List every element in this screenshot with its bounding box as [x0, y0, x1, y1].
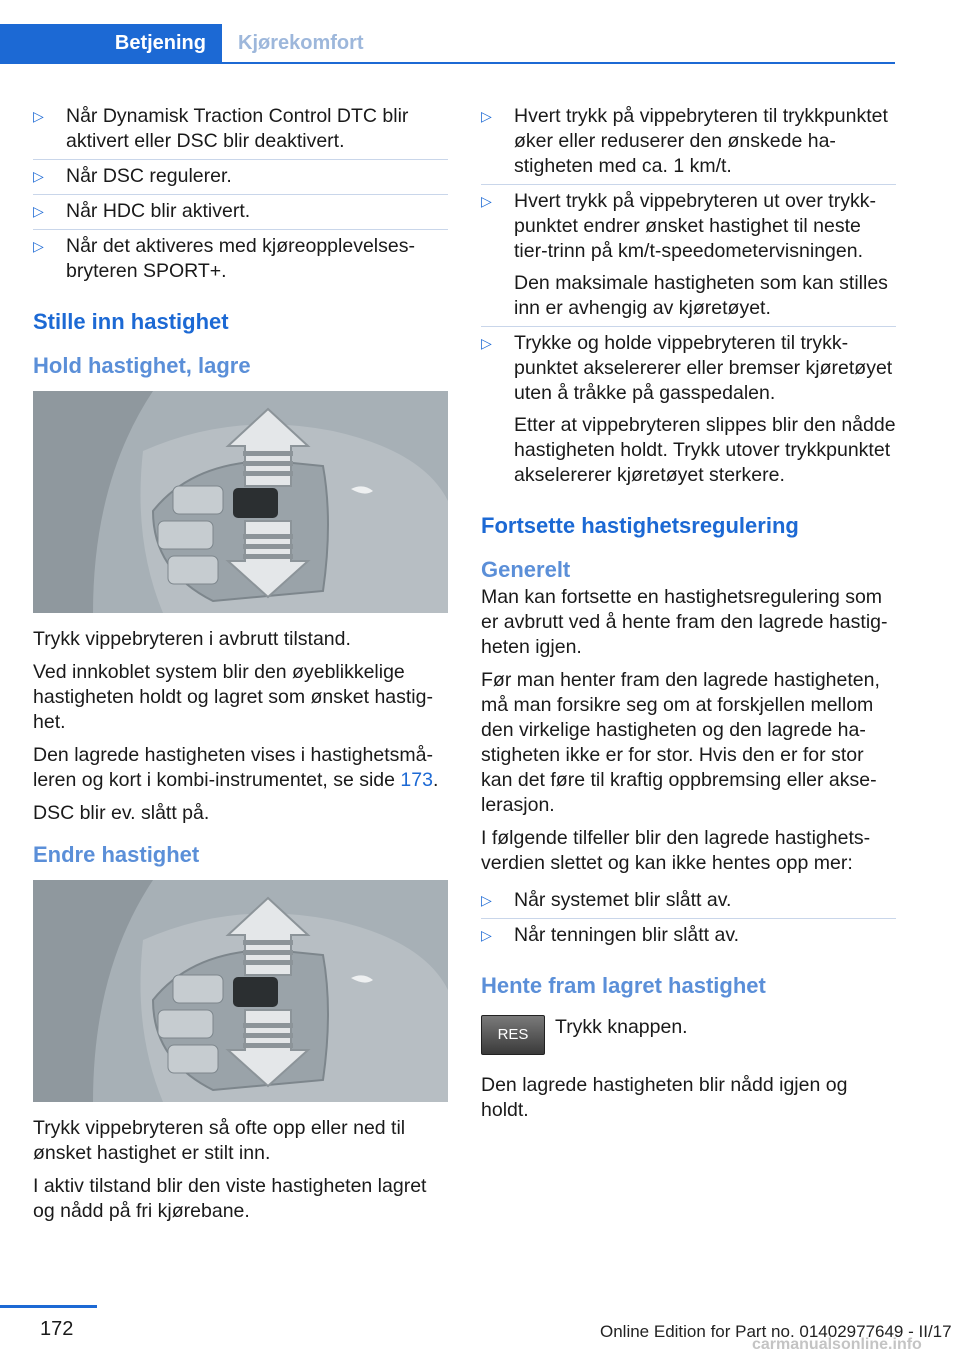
- paragraph: Trykk vippebryteren i avbrutt tilstand.: [33, 628, 351, 650]
- paragraph: I aktiv tilstand blir den viste hastigheten lagret og nådd på fri kjørebane.: [33, 1175, 427, 1222]
- left-column: [33, 100, 448, 1232]
- paragraph: I følgende tilfeller blir den lagrede hastighetsverdien slettet og kan ikke hentes opp mer:: [481, 827, 871, 874]
- list-item: ▷ Hvert trykk på vippebryteren til trykkpunktet øker eller reduserer den ønskede hastigheten med ca. 1 km/t.: [481, 100, 896, 185]
- list-item: ▷ Når systemet blir slått av.: [481, 884, 896, 919]
- paragraph: Den lagrede hastigheten vises i hastighetsmåleren og kort i kombi-instrumentet, se side 173.: [33, 744, 439, 791]
- triangle-bullet-icon: ▷: [481, 892, 492, 908]
- triangle-bullet-icon: ▷: [481, 193, 492, 209]
- paragraph: Den lagrede hastigheten blir nådd igjen og holdt.: [481, 1074, 848, 1121]
- paragraph: Man kan fortsette en hastighetsregulering som er avbrutt ved å hente fram den lagrede hastigheten igjen.: [481, 586, 888, 658]
- triangle-bullet-icon: ▷: [33, 108, 44, 124]
- list-item: ▷ Trykke og holde vippebryteren til trykkpunktet akselererer eller bremser kjøretøyet uten å tråkke på gasspedalen. Etter at vippebryteren slippes blir den nådde hastigheten holdt. Trykk utover trykkpunktet akselererer kjøretøyet sterkere.: [481, 332, 896, 486]
- steering-wheel-rocker-image: [33, 391, 448, 613]
- heading-hente-fram: Hente fram lagret hastighet: [481, 973, 766, 998]
- triangle-bullet-icon: ▷: [481, 335, 492, 351]
- res-instruction: RES Trykk knappen.: [481, 1015, 896, 1055]
- steering-wheel-rocker-image-2: [33, 880, 448, 1102]
- paragraph: Trykk vippebryteren så ofte opp eller ned til ønsket hastighet er stilt inn.: [33, 1117, 406, 1164]
- watermark: carmanualsonline.info: [752, 1336, 922, 1353]
- heading-endre-hastighet: Endre hastighet: [33, 842, 200, 867]
- triangle-bullet-icon: ▷: [33, 203, 44, 219]
- header-tabs: [0, 24, 895, 64]
- footer-rule: [0, 1305, 97, 1308]
- page-number: 172: [40, 1318, 74, 1340]
- paragraph: Før man henter fram den lagrede hastigheten, må man forsikre seg om at forskjellen mellom den virkelige hastigheten og den lagrede hastigheten ikke er for stor. Hvis den er for stor kan det føre til kraftig oppbremsing eller akselerasjon.: [481, 669, 880, 816]
- condition-list: [33, 100, 448, 289]
- list-item: ▷ Når Dynamisk Traction Control DTC blir aktivert eller DSC blir deaktivert.: [33, 100, 448, 160]
- reset-conditions-list: [481, 884, 896, 953]
- triangle-bullet-icon: ▷: [481, 927, 492, 943]
- heading-fortsette: Fortsette hastighetsregulering: [481, 513, 799, 538]
- edition-text: Online Edition for Part no. 01402977649 - II/17: [600, 1322, 952, 1341]
- triangle-bullet-icon: ▷: [481, 108, 492, 124]
- list-item: ▷ Når det aktiveres med kjøreopplevelsesbryteren SPORT+.: [33, 235, 415, 282]
- page-link[interactable]: 173: [400, 769, 433, 791]
- list-item: ▷ Når HDC blir aktivert.: [33, 195, 448, 230]
- triangle-bullet-icon: ▷: [33, 238, 44, 254]
- list-item: ▷ Når DSC regulerer.: [33, 160, 448, 195]
- paragraph: DSC blir ev. slått på.: [33, 802, 210, 824]
- res-button-icon: RES: [481, 1015, 545, 1055]
- tab-kjorekomfort[interactable]: Kjørekomfort: [238, 32, 364, 54]
- heading-generelt: Generelt: [481, 557, 571, 582]
- right-column: [481, 100, 896, 1131]
- list-item: ▷ Hvert trykk på vippebryteren ut over trykkpunktet endrer ønsket hastighet til neste tier-trinn på km/t-speedometervisningen. Den maksimale hastigheten som kan stilles inn er avhengig av kjøretøyet.: [481, 185, 896, 327]
- heading-stille-inn-hastighet: Stille inn hastighet: [33, 309, 229, 334]
- paragraph: Ved innkoblet system blir den øyeblikkelige hastigheten holdt og lagret som ønsket hastighet.: [33, 661, 433, 733]
- list-item: ▷ Når tenningen blir slått av.: [481, 924, 740, 946]
- heading-hold-hastighet: Hold hastighet, lagre: [33, 353, 251, 378]
- rocker-list: [481, 100, 896, 493]
- tab-betjening[interactable]: Betjening: [0, 24, 222, 62]
- triangle-bullet-icon: ▷: [33, 168, 44, 184]
